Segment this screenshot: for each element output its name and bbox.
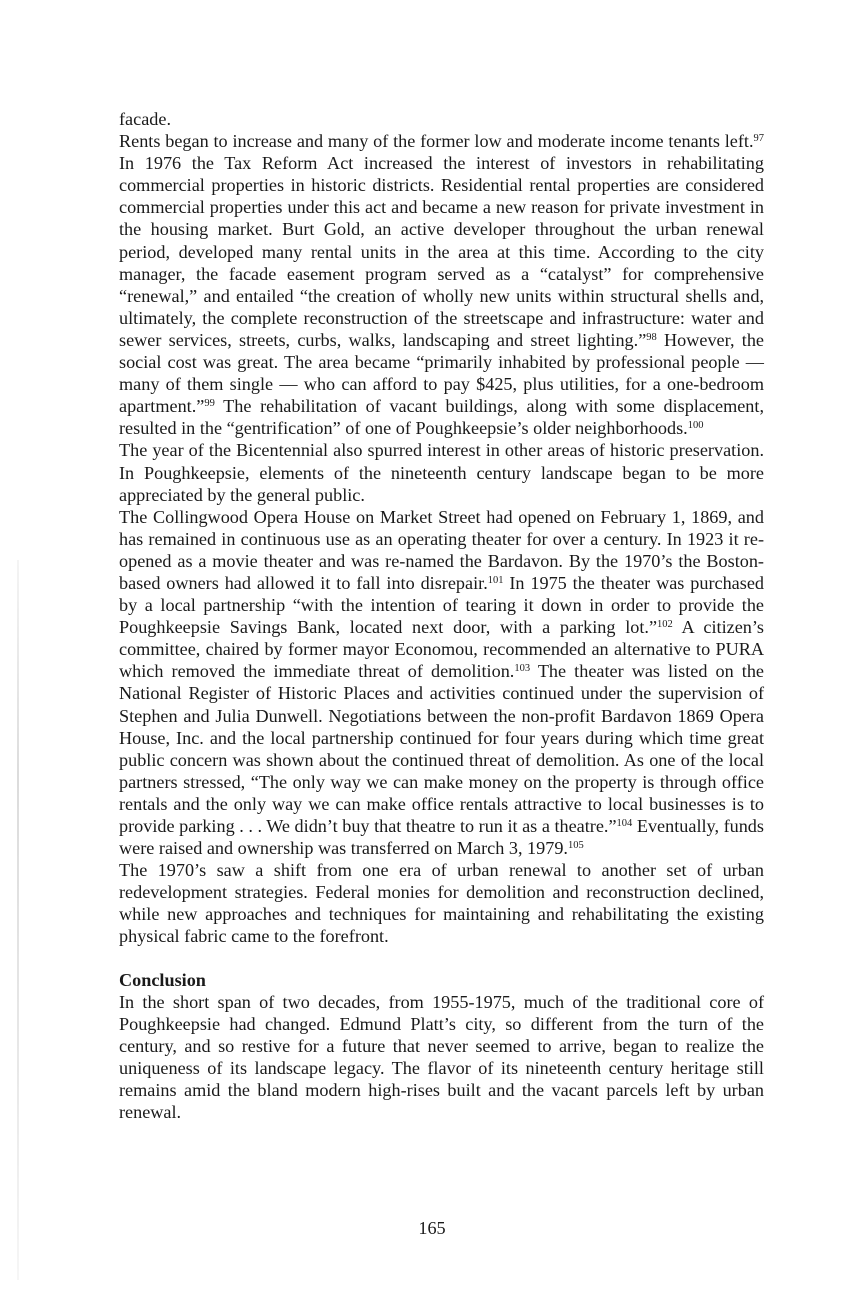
paragraph-text: In 1975 the theater was purchased by a local partnership “with the intention of tearing it down in order to provide the Poughkeepsie Savings Bank, located next door, with a parking lot.” bbox=[119, 572, 764, 638]
paragraph-text: The 1970’s saw a shift from one era of urban renewal to another set of urban redevelopment strategies. Federal monies for demolition and reconstruction declined, while new approaches and techniques for maintaining and rehabilitating the existing physical fabric came to the forefront. bbox=[119, 860, 764, 947]
footnote-ref: 102 bbox=[657, 619, 673, 631]
paragraph bbox=[119, 991, 764, 1124]
conclusion-paragraphs bbox=[119, 991, 764, 1124]
paragraph bbox=[119, 859, 764, 947]
text-column bbox=[119, 108, 764, 1123]
section-heading: Conclusion bbox=[119, 969, 206, 990]
paragraph-text: The year of the Bicentennial also spurred interest in other areas of historic preservation. In Poughkeepsie, elements of the nineteenth century landscape began to be more appreciated by the general public. bbox=[119, 440, 764, 505]
page-number: 165 bbox=[418, 1218, 446, 1238]
paragraph-text: However, the social cost was great. The area became “primarily inhabited by professional people — many of them single — who can afford to pay $425, plus utilities, for a one-bedroom apartment.” bbox=[119, 329, 764, 417]
paragraph bbox=[119, 506, 764, 860]
paragraph-text: The theater was listed on the National Register of Historic Places and activities continued under the supervision of Stephen and Julia Dunwell. Negotiations between the non-profit Bardavon 1869 Opera House, Inc. and the local partnership continued for four years during which time great public concern was shown about the continued threat of demolition. As one of the local partners stressed, “The only way we can make money on the property is through office rentals and the only way we can make office rentals attractive to local businesses is to provide parking . . . We didn’t buy that theatre to run it as a theatre.” bbox=[119, 661, 764, 836]
footnote-ref: 97 bbox=[753, 133, 764, 145]
paragraph bbox=[119, 439, 764, 505]
paragraph-text: The rehabilitation of vacant buildings, along with some displacement, resulted in the “gentrification” of one of Poughkeepsie’s older neighborhoods. bbox=[119, 396, 764, 439]
footnote-ref: 101 bbox=[487, 574, 504, 586]
paragraph-text: Eventually, funds were raised and ownership was transferred on March 3, 1979. bbox=[119, 816, 764, 859]
paragraph bbox=[119, 108, 764, 130]
footnote-ref: 98 bbox=[646, 331, 657, 343]
footnote-ref: 103 bbox=[514, 663, 531, 675]
paragraph-text: The Collingwood Opera House on Market Street had opened on February 1, 1869, and has remained in continuous use as an operating theater for over a century. In 1923 it re-opened as a movie theater and was re-named the Bardavon. By the 1970’s the Boston-based owners had allowed it to fall into disrepair. bbox=[119, 506, 764, 593]
paragraph-text: A citizen’s committee, chaired by former mayor Economou, recommended an alternative to PURA which removed the immediate threat of demolition. bbox=[119, 617, 764, 682]
paragraph-text: In the short span of two decades, from 1955-1975, much of the traditional core of Poughkeepsie had changed. Edmund Platt’s city, so different from the turn of the century, and so restive for a future that never seemed to arrive, began to realize the uniqueness of its landscape legacy. The flavor of its nineteenth century heritage still remains amid the bland modern high-rises built and the vacant parcels left by urban renewal. bbox=[119, 991, 764, 1123]
footnote-ref: 99 bbox=[204, 398, 215, 410]
paragraph-text: In 1976 the Tax Reform Act increased the interest of investors in rehabilitating commercial properties in historic districts. Residential rental properties are considered commercial properties under this act and became a new reason for private investment in the housing market. Burt Gold, an active developer throughout the urban renewal period, developed many rental units in the area at this time. According to the city manager, the facade easement program served as a “catalyst” for comprehensive “renewal,” and entailed “the creation of wholly new units within structural shells and, ultimately, the complete reconstruction of the streetscape and infrastructure: water and sewer services, streets, curbs, walks, landscaping and street lighting.” bbox=[119, 153, 764, 350]
paragraph-text: facade. bbox=[119, 109, 171, 129]
paragraph-text: Rents began to increase and many of the former low and moderate income tenants left. bbox=[119, 131, 754, 152]
body-paragraphs bbox=[119, 108, 764, 948]
paragraph bbox=[119, 130, 764, 439]
footnote-ref: 104 bbox=[616, 818, 633, 829]
footnote-ref: 100 bbox=[687, 420, 704, 432]
footnote-ref: 105 bbox=[567, 840, 584, 852]
page-edge-shadow bbox=[17, 560, 19, 1280]
